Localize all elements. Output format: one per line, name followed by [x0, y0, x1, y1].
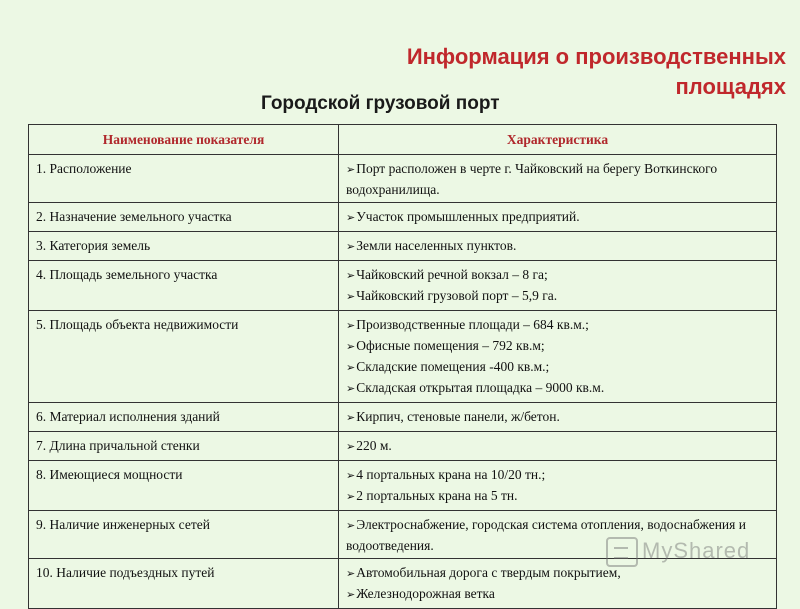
- page-title-line1: Информация о производственных: [406, 44, 786, 69]
- arrow-bullet-icon: ➢: [346, 491, 356, 503]
- characteristic-item: [346, 159, 769, 199]
- arrow-bullet-icon: ➢: [346, 212, 356, 224]
- characteristic-cell: [339, 155, 777, 203]
- page-title-line2: площадях: [675, 74, 786, 99]
- characteristic-cell: [339, 311, 777, 403]
- table-header-row: [29, 125, 777, 155]
- characteristic-item: [346, 236, 769, 257]
- characteristic-text: Железнодорожная ветка: [356, 586, 495, 601]
- arrow-bullet-icon: ➢: [346, 320, 356, 332]
- characteristic-cell: [339, 261, 777, 311]
- column-header-indicator: Наименование показателя: [29, 125, 339, 155]
- indicator-cell: 9. Наличие инженерных сетей: [29, 511, 339, 559]
- characteristic-cell: [339, 203, 777, 232]
- characteristic-text: Автомобильная дорога с твердым покрытием,: [356, 565, 621, 580]
- indicator-cell: 1. Расположение: [29, 155, 339, 203]
- characteristic-item: [346, 357, 769, 378]
- characteristic-text: 2 портальных крана на 5 тн.: [356, 488, 518, 503]
- indicator-cell: 5. Площадь объекта недвижимости: [29, 311, 339, 403]
- characteristic-text: Участок промышленных предприятий.: [356, 209, 580, 224]
- page-subtitle: Городской грузовой порт: [261, 93, 500, 114]
- table-row: [29, 232, 777, 261]
- indicator-cell: 3. Категория земель: [29, 232, 339, 261]
- characteristic-text: Порт расположен в черте г. Чайковский на берегу Воткинского водохранилища.: [346, 161, 718, 197]
- arrow-bullet-icon: ➢: [346, 241, 356, 253]
- table-row: [29, 403, 777, 432]
- arrow-bullet-icon: ➢: [346, 568, 356, 580]
- characteristic-item: [346, 378, 769, 399]
- characteristic-text: Складская открытая площадка – 9000 кв.м.: [356, 380, 605, 395]
- characteristic-text: Офисные помещения – 792 кв.м;: [356, 338, 545, 353]
- characteristic-item: [346, 465, 769, 486]
- characteristic-text: Чайковский речной вокзал – 8 га;: [356, 267, 548, 282]
- indicator-cell: 8. Имеющиеся мощности: [29, 461, 339, 511]
- indicator-cell: 7. Длина причальной стенки: [29, 432, 339, 461]
- arrow-bullet-icon: ➢: [346, 164, 356, 176]
- indicator-cell: 4. Площадь земельного участка: [29, 261, 339, 311]
- table-row: [29, 432, 777, 461]
- characteristic-text: Складские помещения -400 кв.м.;: [356, 359, 550, 374]
- characteristic-text: Производственные площади – 684 кв.м.;: [356, 317, 589, 332]
- characteristic-text: Чайковский грузовой порт – 5,9 га.: [356, 288, 558, 303]
- characteristic-cell: [339, 432, 777, 461]
- arrow-bullet-icon: ➢: [346, 441, 356, 453]
- characteristic-cell: [339, 403, 777, 432]
- characteristic-item: [346, 407, 769, 428]
- characteristic-cell: [339, 232, 777, 261]
- arrow-bullet-icon: ➢: [346, 412, 356, 424]
- characteristic-item: [346, 584, 769, 605]
- characteristic-item: [346, 286, 769, 307]
- arrow-bullet-icon: ➢: [346, 383, 356, 395]
- characteristic-text: Электроснабжение, городская система отопления, водоснабжения и водоотведения.: [346, 517, 746, 553]
- arrow-bullet-icon: ➢: [346, 470, 356, 482]
- characteristic-item: [346, 336, 769, 357]
- arrow-bullet-icon: ➢: [346, 589, 356, 601]
- table-row: [29, 311, 777, 403]
- characteristic-item: [346, 486, 769, 507]
- presentation-icon: [606, 537, 638, 567]
- arrow-bullet-icon: ➢: [346, 520, 356, 532]
- characteristic-item: [346, 436, 769, 457]
- arrow-bullet-icon: ➢: [346, 291, 356, 303]
- arrow-bullet-icon: ➢: [346, 270, 356, 282]
- indicator-cell: 10. Наличие подъездных путей: [29, 559, 339, 609]
- characteristic-text: Земли населенных пунктов.: [356, 238, 517, 253]
- characteristic-text: 4 портальных крана на 10/20 тн.;: [356, 467, 546, 482]
- arrow-bullet-icon: ➢: [346, 362, 356, 374]
- characteristic-item: [346, 207, 769, 228]
- column-header-characteristic: Характеристика: [339, 125, 777, 155]
- watermark-text: MyShared: [642, 537, 751, 563]
- arrow-bullet-icon: ➢: [346, 341, 356, 353]
- characteristic-cell: [339, 461, 777, 511]
- characteristic-item: [346, 315, 769, 336]
- table-row: [29, 155, 777, 203]
- characteristic-item: [346, 265, 769, 286]
- table-row: [29, 203, 777, 232]
- characteristic-text: Кирпич, стеновые панели, ж/бетон.: [356, 409, 560, 424]
- watermark: [606, 537, 750, 567]
- indicator-cell: 2. Назначение земельного участка: [29, 203, 339, 232]
- table-row: [29, 461, 777, 511]
- characteristic-text: 220 м.: [356, 438, 392, 453]
- indicator-cell: 6. Материал исполнения зданий: [29, 403, 339, 432]
- table-row: [29, 261, 777, 311]
